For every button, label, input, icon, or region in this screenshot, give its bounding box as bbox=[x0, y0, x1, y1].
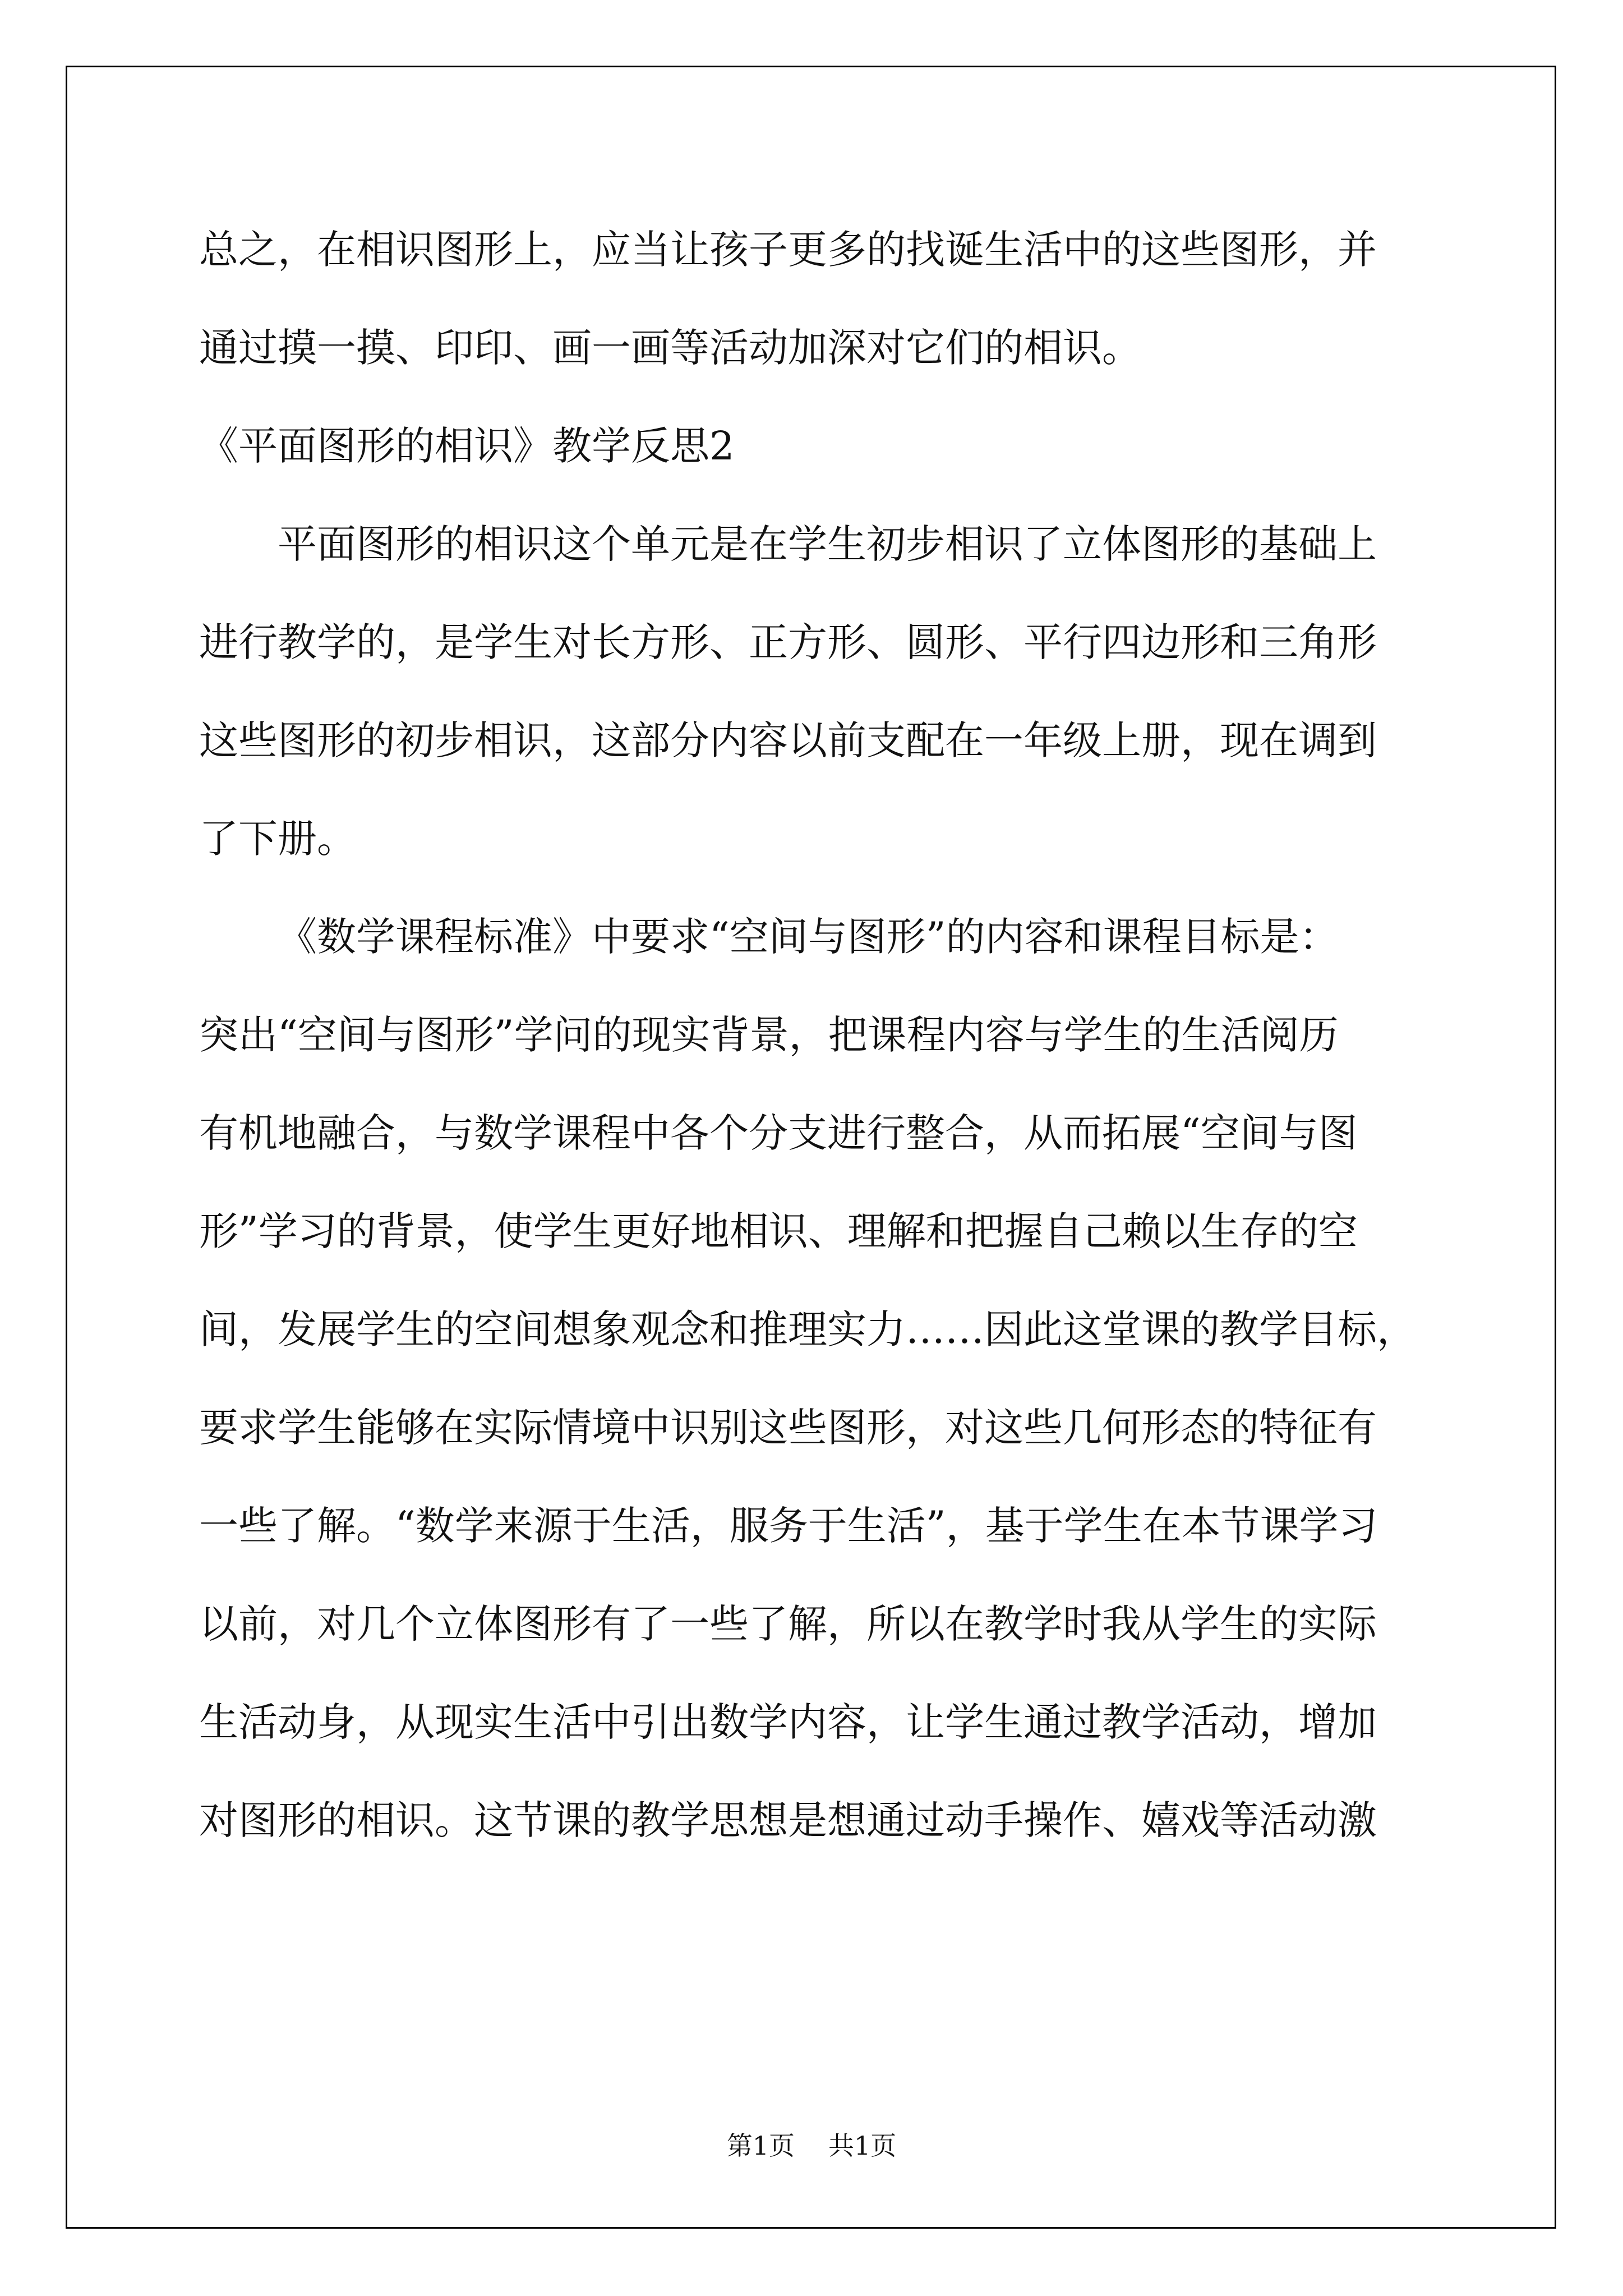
text-line: 进行教学的，是学生对长方形、正方形、圆形、平行四边形和三角形 bbox=[199, 619, 1377, 665]
total-pages: 共1页 bbox=[828, 2131, 897, 2161]
text-line: 间，发展学生的空间想象观念和推理实力……因此这堂课的教学目标， bbox=[199, 1306, 1416, 1352]
text-line: 形”学习的背景，使学生更好地相识、理解和把握自己赖以生存的空 bbox=[199, 1208, 1358, 1254]
page-footer bbox=[0, 2129, 1623, 2162]
text-line: 以前，对几个立体图形有了一些了解，所以在教学时我从学生的实际 bbox=[199, 1601, 1377, 1647]
text-line: 对图形的相识。这节课的教学思想是想通过动手操作、嬉戏等活动激 bbox=[199, 1797, 1377, 1843]
text-line: 突出“空间与图形”学问的现实背景，把课程内容与学生的生活阅历 bbox=[199, 1012, 1339, 1058]
text-line: 要求学生能够在实际情境中识别这些图形，对这些几何形态的特征有 bbox=[199, 1405, 1377, 1451]
text-line: 《数学课程标准》中要求“空间与图形”的内容和课程目标是： bbox=[278, 914, 1339, 960]
text-line: 有机地融合，与数学课程中各个分支进行整合，从而拓展“空间与图 bbox=[199, 1110, 1358, 1156]
text-line: 了下册。 bbox=[199, 816, 356, 862]
page-number: 第1页 bbox=[726, 2131, 795, 2161]
text-line: 总之，在相识图形上，应当让孩子更多的找诞生活中的这些图形，并 bbox=[199, 227, 1377, 273]
text-line: 这些图形的初步相识，这部分内容以前支配在一年级上册，现在调到 bbox=[199, 717, 1377, 763]
section-heading: 《平面图形的相识》教学反思2 bbox=[199, 423, 735, 469]
text-line: 生活动身，从现实生活中引出数学内容，让学生通过教学活动，增加 bbox=[199, 1699, 1377, 1745]
text-line: 通过摸一摸、印印、画一画等活动加深对它们的相识。 bbox=[199, 325, 1141, 371]
text-line: 平面图形的相识这个单元是在学生初步相识了立体图形的基础上 bbox=[278, 521, 1377, 567]
text-line: 一些了解。“数学来源于生活，服务于生活”，基于学生在本节课学习 bbox=[199, 1503, 1378, 1549]
